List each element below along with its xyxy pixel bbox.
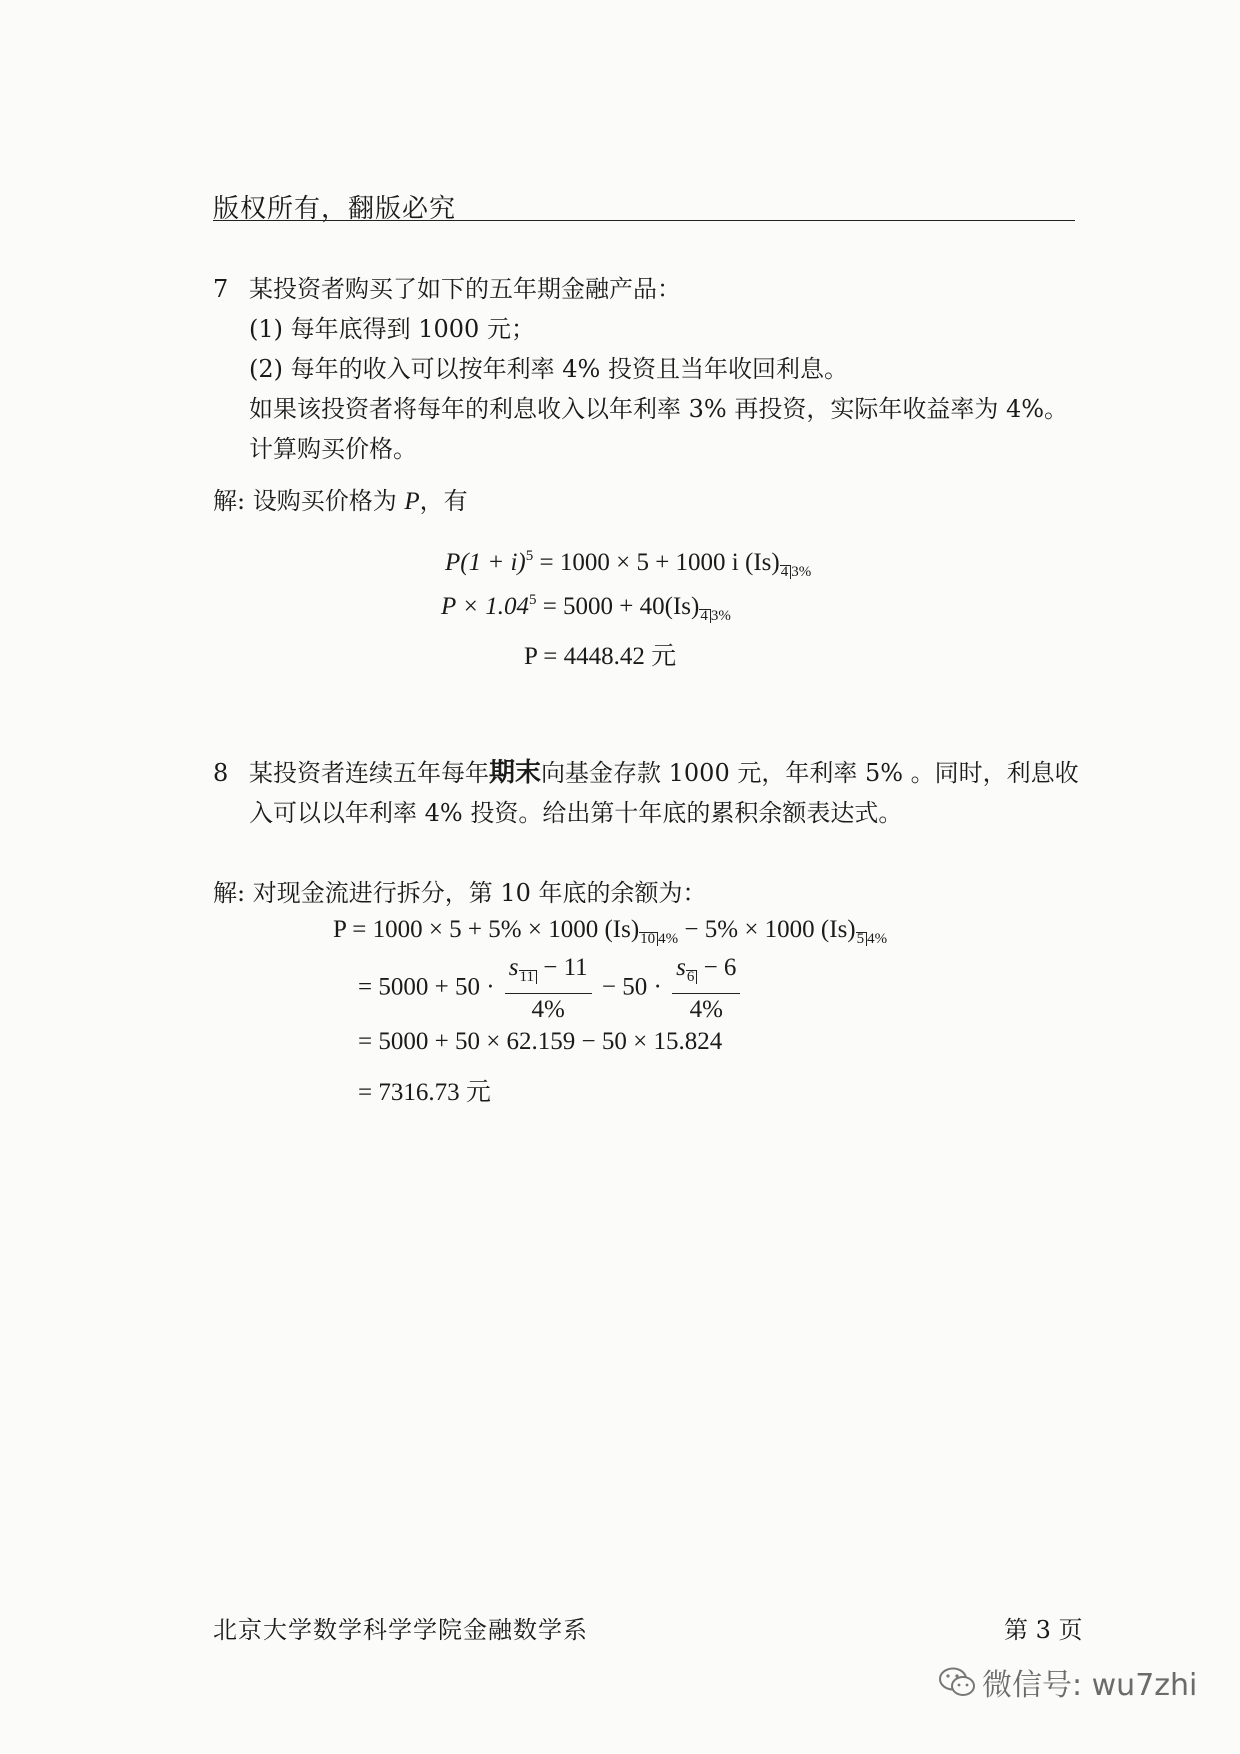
footer-page-number: 第 3 页 — [1004, 1616, 1083, 1644]
solution-intro-text: 解: 设购买价格为 — [213, 487, 405, 515]
problem-8-line1 — [213, 756, 1079, 790]
solution-7-equation-2 — [441, 592, 731, 625]
annuity-angle: 4 — [780, 565, 792, 579]
solution-7-equation-1 — [445, 548, 811, 581]
annuity-rate: 4% — [867, 931, 888, 947]
eq-part-a: P = 1000 × 5 + 5% × 1000 (Is) — [333, 916, 640, 943]
fraction-2 — [672, 954, 740, 1024]
denominator: 4% — [531, 996, 565, 1023]
page-header: 版权所有，翻版必究 — [213, 194, 457, 224]
annuity-angle: 10 — [639, 932, 658, 946]
eq-rhs: = 5000 + 40(Is) — [536, 593, 700, 620]
fraction-1 — [505, 954, 592, 1024]
annuity-angle: 6 — [686, 970, 698, 984]
annuity-rate: 3% — [710, 608, 731, 624]
annuity-angle: 5 — [856, 932, 868, 946]
numerator — [672, 954, 740, 994]
footer-institution: 北京大学数学科学学院金融数学系 — [213, 1616, 588, 1644]
eq-mid: − 50 · — [601, 973, 662, 1001]
problem-7-line1 — [213, 272, 681, 306]
eq-lhs: P(1 + i) — [445, 549, 526, 576]
eq-exponent: 5 — [528, 592, 537, 608]
annuity-subscript — [856, 931, 888, 947]
annuity-rate: 3% — [791, 564, 812, 580]
annuity-subscript — [699, 608, 731, 624]
problem-text-cont: 向基金存款 1000 元，年利率 5% 。同时，利息收 — [541, 759, 1079, 787]
eq-part-b: − 5% × 1000 (Is) — [678, 916, 856, 943]
numerator-rest: − 11 — [536, 954, 588, 981]
annuity-subscript — [519, 969, 537, 985]
annuity-angle: 11 — [519, 970, 537, 984]
problem-text: 某投资者连续五年每年 — [249, 759, 489, 787]
eq-exponent: 5 — [525, 548, 534, 564]
annuity-rate: 4% — [658, 931, 679, 947]
accumulation-symbol: s — [676, 954, 686, 981]
solution-8-equation-2 — [358, 954, 744, 1024]
denominator: 4% — [689, 996, 723, 1023]
header-rule — [213, 220, 1075, 221]
annuity-subscript — [780, 564, 812, 580]
watermark-text: 微信号: wu7zhi — [982, 1668, 1198, 1703]
problem-number: 7 — [213, 275, 229, 303]
accumulation-symbol: s — [508, 954, 519, 981]
annuity-angle: 4 — [699, 609, 711, 623]
numerator-rest: − 6 — [697, 954, 737, 981]
problem-text: 某投资者购买了如下的五年期金融产品： — [249, 275, 681, 303]
problem-7-line4: 如果该投资者将每年的利息收入以年利率 3% 再投资，实际年收益率为 4%。 — [249, 395, 1069, 423]
problem-7-line2: (1) 每年底得到 1000 元； — [249, 315, 535, 343]
eq-part-a: = 5000 + 50 · — [358, 973, 495, 1001]
solution-intro-suffix: ，有 — [419, 487, 468, 515]
solution-8-equation-1 — [333, 916, 887, 948]
solution-7-equation-3: P = 4448.42 元 — [524, 643, 677, 670]
variable-p: P — [404, 488, 420, 515]
numerator — [505, 954, 592, 994]
emphasis-text: 期末 — [489, 758, 542, 788]
problem-7-line5: 计算购买价格。 — [249, 435, 417, 463]
wechat-icon — [938, 1665, 976, 1699]
solution-8-equation-4: = 7316.73 元 — [358, 1079, 491, 1106]
problem-8-line2: 入可以以年利率 4% 投资。给出第十年底的累积余额表达式。 — [249, 799, 903, 827]
solution-8-equation-3: = 5000 + 50 × 62.159 − 50 × 15.824 — [358, 1028, 723, 1055]
solution-8-intro: 解: 对现金流进行拆分，第 10 年底的余额为： — [213, 879, 707, 907]
eq-rhs: = 1000 × 5 + 1000 i (Is) — [533, 549, 780, 576]
problem-number: 8 — [213, 759, 229, 787]
problem-7-line3: (2) 每年的收入可以按年利率 4% 投资且当年收回利息。 — [249, 355, 848, 383]
eq-lhs: P × 1.04 — [441, 593, 529, 620]
annuity-subscript — [639, 931, 678, 947]
solution-7-intro — [213, 484, 468, 519]
annuity-subscript — [686, 969, 698, 985]
